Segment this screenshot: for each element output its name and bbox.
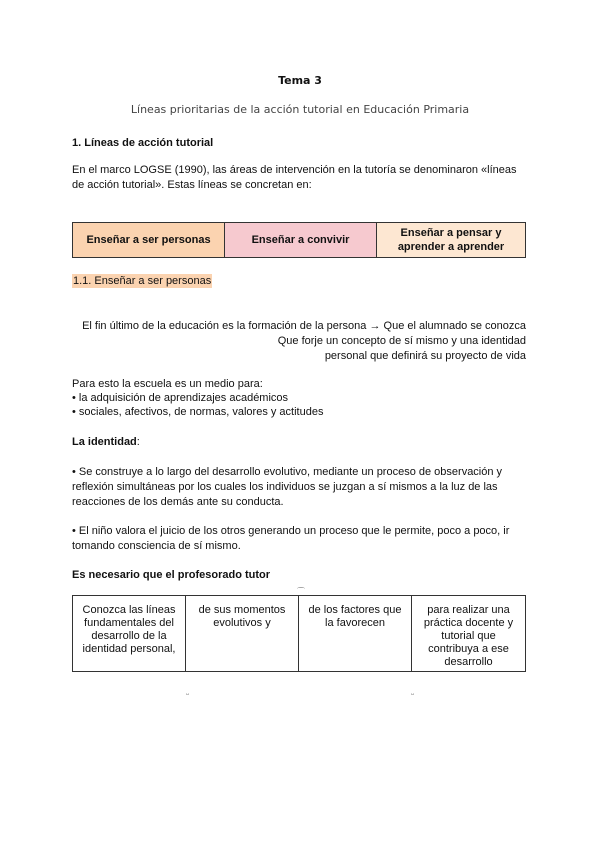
identity-p1-line-1: • Se construye a lo largo del desarrollo evolutivo, mediante un proceso de observación y: [72, 466, 503, 478]
identity-p2-line-2: tomando consciencia de sí mismo.: [72, 540, 241, 552]
box-ser-personas: Enseñar a ser personas: [73, 223, 225, 257]
identity-p1-line-3: reacciones de los demás ante su conducta.: [72, 496, 284, 508]
identity-heading-text: La identidad: [72, 436, 137, 448]
box-convivir: Enseñar a convivir: [225, 223, 377, 257]
flow-line-2: Que forje un concepto de sí mismo y una identidad: [277, 335, 526, 347]
bullet-item: • la adquisición de aprendizajes académicos: [72, 392, 289, 404]
tutor-cell-2: de sus momentos evolutivos y: [186, 596, 299, 671]
tutor-cell-3: de los factores que la favorecen: [299, 596, 412, 671]
connector-mark: ᵕ: [411, 690, 415, 699]
identity-p1-line-2: reflexión simultáneas por los cuales los individuos se juzgan a sí mismos a la luz de las: [72, 481, 498, 493]
identity-heading-colon: :: [136, 436, 140, 448]
tutor-heading: Es necesario que el profesorado tutor: [72, 569, 271, 581]
connector-mark: ᵕ: [186, 690, 190, 699]
subsection-heading-1-1: 1.1. Enseñar a ser personas: [73, 275, 212, 287]
box-pensar: Enseñar a pensar y aprender a aprender: [377, 223, 525, 257]
connector-mark: ⌒: [297, 587, 305, 596]
identity-heading: [72, 436, 140, 448]
bullet-item: • sociales, afectivos, de normas, valores y actitudes: [72, 406, 324, 418]
tutor-cell-1: Conozca las líneas fundamentales del desarrollo de la identidad personal,: [73, 596, 186, 671]
tutorial-lines-boxes: [72, 222, 526, 258]
flow-line-1: El fin último de la educación es la formación de la persona → Que el alumnado se conozca: [82, 320, 526, 332]
section-heading-1: 1. Líneas de acción tutorial: [72, 137, 214, 149]
identity-p2-line-1: • El niño valora el juicio de los otros generando un proceso que le permite, poco a poco, ir: [72, 525, 510, 537]
intro-line-1: En el marco LOGSE (1990), las áreas de intervención en la tutoría se denominaron «líneas: [72, 164, 517, 176]
page-subtitle: Líneas prioritarias de la acción tutorial en Educación Primaria: [130, 103, 470, 116]
tutor-cell-4: para realizar una práctica docente y tutorial que contribuya a ese desarrollo: [423, 604, 514, 668]
intro-line-2: de acción tutorial». Estas líneas se concretan en:: [72, 179, 312, 191]
school-intro: Para esto la escuela es un medio para:: [72, 378, 263, 390]
page-title: Tema 3: [278, 74, 322, 87]
tutor-table: [72, 595, 526, 672]
flow-line-3: personal que definirá su proyecto de vida: [324, 350, 526, 362]
